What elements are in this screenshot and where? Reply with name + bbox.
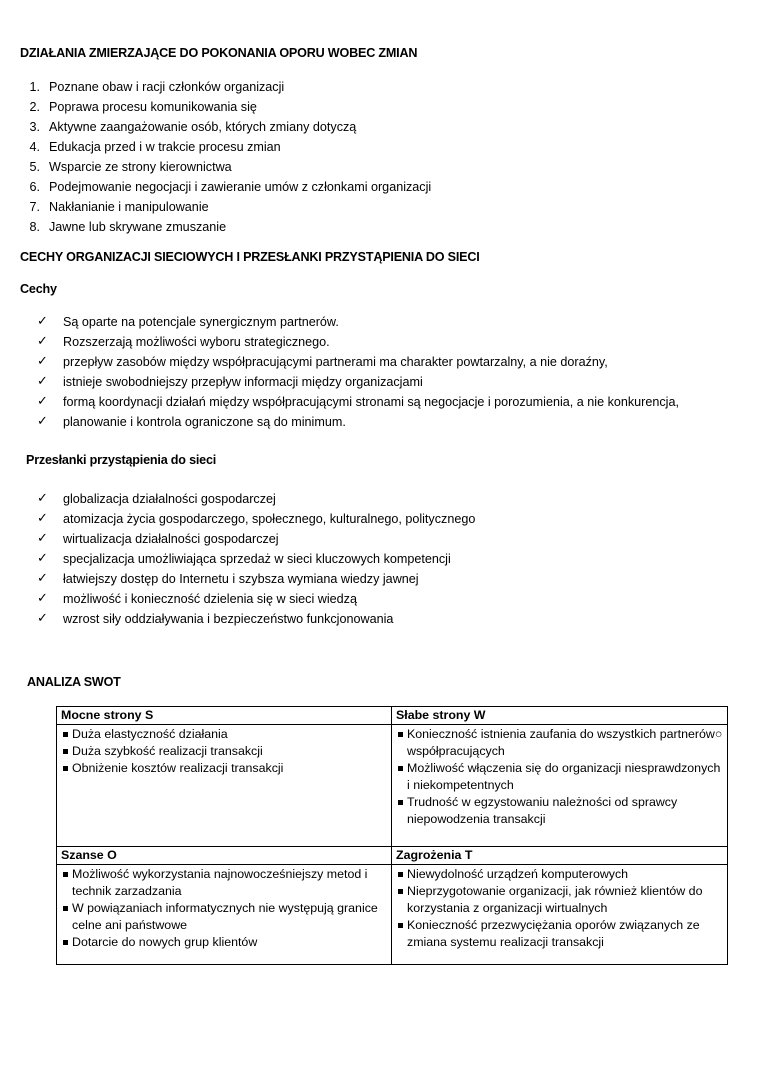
swot-strengths-header: Mocne strony S: [57, 707, 392, 725]
square-bullet-icon: [63, 749, 68, 754]
checkmark-icon: ✓: [37, 394, 48, 409]
item-number: 6.: [29, 180, 40, 194]
item-number: 3.: [29, 120, 40, 134]
checkmark-icon: ✓: [37, 591, 48, 606]
item-text: Duża elastyczność działania: [72, 727, 228, 741]
list-item: [396, 794, 723, 828]
item-text: Obniżenie kosztów realizacji transakcji: [72, 761, 284, 775]
subheading-przeslanki: Przesłanki przystąpienia do sieci: [26, 453, 217, 467]
list-item: [61, 934, 387, 951]
item-text: planowanie i kontrola ograniczone są do minimum.: [63, 415, 346, 429]
item-text: formą koordynacji działań między współpracującymi stronami są negocjacje i porozumienia, a nie konkurencja,: [63, 395, 679, 409]
item-text: globalizacja działalności gospodarczej: [63, 492, 276, 506]
item-text: Duża szybkość realizacji transakcji: [72, 744, 263, 758]
item-text: Rozszerzają możliwości wyboru strategicznego.: [63, 335, 330, 349]
item-text: wirtualizacja działalności gospodarczej: [63, 532, 279, 546]
item-text: Poznane obaw i racji członków organizacji: [49, 80, 285, 94]
item-text: istnieje swobodniejszy przepływ informacji między organizacjami: [63, 375, 423, 389]
item-number: 8.: [29, 220, 40, 234]
item-number: 5.: [29, 160, 40, 174]
item-number: 2.: [29, 100, 40, 114]
item-text: Nakłanianie i manipulowanie: [49, 200, 209, 214]
swot-strengths-cell: [57, 725, 392, 847]
item-number: 4.: [29, 140, 40, 154]
item-text: Edukacja przed i w trakcie procesu zmian: [49, 140, 281, 154]
list-item: [61, 900, 387, 934]
item-text: Możliwość wykorzystania najnowocześniejszy metod i technik zarzadzania: [72, 867, 368, 898]
item-text: Niewydolność urządzeń komputerowych: [407, 867, 629, 881]
item-text: W powiązaniach informatycznych nie występują granice celne ani państwowe: [72, 901, 378, 932]
square-bullet-icon: [63, 766, 68, 771]
item-text: wzrost siły oddziaływania i bezpieczeństwo funkcjonowania: [63, 612, 394, 626]
list-item: [61, 866, 387, 900]
item-text: Jawne lub skrywane zmuszanie: [49, 220, 227, 234]
item-text: Poprawa procesu komunikowania się: [49, 100, 257, 114]
item-text: Konieczność istnienia zaufania do wszystkich partnerów○ współpracujących: [407, 727, 723, 758]
item-text: łatwiejszy dostęp do Internetu i szybsza wymiana wiedzy jawnej: [63, 572, 419, 586]
item-text: możliwość i konieczność dzielenia się w sieci wiedzą: [63, 592, 357, 606]
swot-opportunities-header: Szanse O: [57, 847, 392, 865]
list-item: [61, 743, 387, 760]
item-text: Podejmowanie negocjacji i zawieranie umów z członkami organizacji: [49, 180, 432, 194]
item-text: przepływ zasobów między współpracującymi partnerami ma charakter powtarzalny, a nie doraźny,: [63, 355, 608, 369]
swot-weaknesses-header: Słabe strony W: [392, 707, 728, 725]
checkmark-icon: ✓: [37, 374, 48, 389]
section-heading-resistance: DZIAŁANIA ZMIERZAJĄCE DO POKONANIA OPORU WOBEC ZMIAN: [20, 46, 418, 60]
swot-opportunities-cell: [57, 865, 392, 965]
list-item: [396, 726, 723, 760]
list-item: [61, 726, 387, 743]
square-bullet-icon: [63, 906, 68, 911]
list-item: [396, 883, 723, 917]
item-number: 7.: [29, 200, 40, 214]
swot-title: ANALIZA SWOT: [27, 675, 121, 689]
square-bullet-icon: [63, 872, 68, 877]
checkmark-icon: ✓: [37, 551, 48, 566]
list-item: [396, 917, 723, 951]
square-bullet-icon: [398, 923, 403, 928]
list-item: [396, 760, 723, 794]
item-text: Wsparcie ze strony kierownictwa: [49, 160, 232, 174]
checkmark-icon: ✓: [37, 531, 48, 546]
item-text: Aktywne zaangażowanie osób, których zmiany dotyczą: [49, 120, 357, 134]
checkmark-icon: ✓: [37, 354, 48, 369]
item-number: 1.: [29, 80, 40, 94]
item-text: specjalizacja umożliwiająca sprzedaż w sieci kluczowych kompetencji: [63, 552, 451, 566]
checkmark-icon: ✓: [37, 334, 48, 349]
square-bullet-icon: [398, 872, 403, 877]
list-item: [396, 866, 723, 883]
square-bullet-icon: [63, 732, 68, 737]
checkmark-icon: ✓: [37, 314, 48, 329]
checkmark-icon: ✓: [37, 414, 48, 429]
square-bullet-icon: [63, 940, 68, 945]
swot-threats-header: Zagrożenia T: [392, 847, 728, 865]
square-bullet-icon: [398, 800, 403, 805]
square-bullet-icon: [398, 766, 403, 771]
checkmark-icon: ✓: [37, 571, 48, 586]
item-text: Trudność w egzystowaniu należności od sprawcy niepowodzenia transakcji: [407, 795, 678, 826]
section-heading-network: CECHY ORGANIZACJI SIECIOWYCH I PRZESŁANKI PRZYSTĄPIENIA DO SIECI: [20, 250, 480, 264]
list-item: [61, 760, 387, 777]
square-bullet-icon: [398, 732, 403, 737]
item-text: atomizacja życia gospodarczego, społecznego, kulturalnego, politycznego: [63, 512, 476, 526]
item-text: Możliwość włączenia się do organizacji niesprawdzonych i niekompetentnych: [407, 761, 721, 792]
item-text: Nieprzygotowanie organizacji, jak również klientów do korzystania z organizacji wirtualnych: [407, 884, 703, 915]
checkmark-icon: ✓: [37, 511, 48, 526]
checkmark-icon: ✓: [37, 611, 48, 626]
subheading-cechy: Cechy: [20, 282, 57, 296]
item-text: Dotarcie do nowych grup klientów: [72, 935, 258, 949]
swot-threats-cell: [392, 865, 728, 965]
checkmark-icon: ✓: [37, 491, 48, 506]
swot-weaknesses-cell: [392, 725, 728, 847]
item-text: Konieczność przezwyciężania oporów związanych ze zmiana systemu realizacji transakcji: [407, 918, 700, 949]
square-bullet-icon: [398, 889, 403, 894]
swot-table: [56, 706, 728, 965]
item-text: Są oparte na potencjale synergicznym partnerów.: [63, 315, 339, 329]
